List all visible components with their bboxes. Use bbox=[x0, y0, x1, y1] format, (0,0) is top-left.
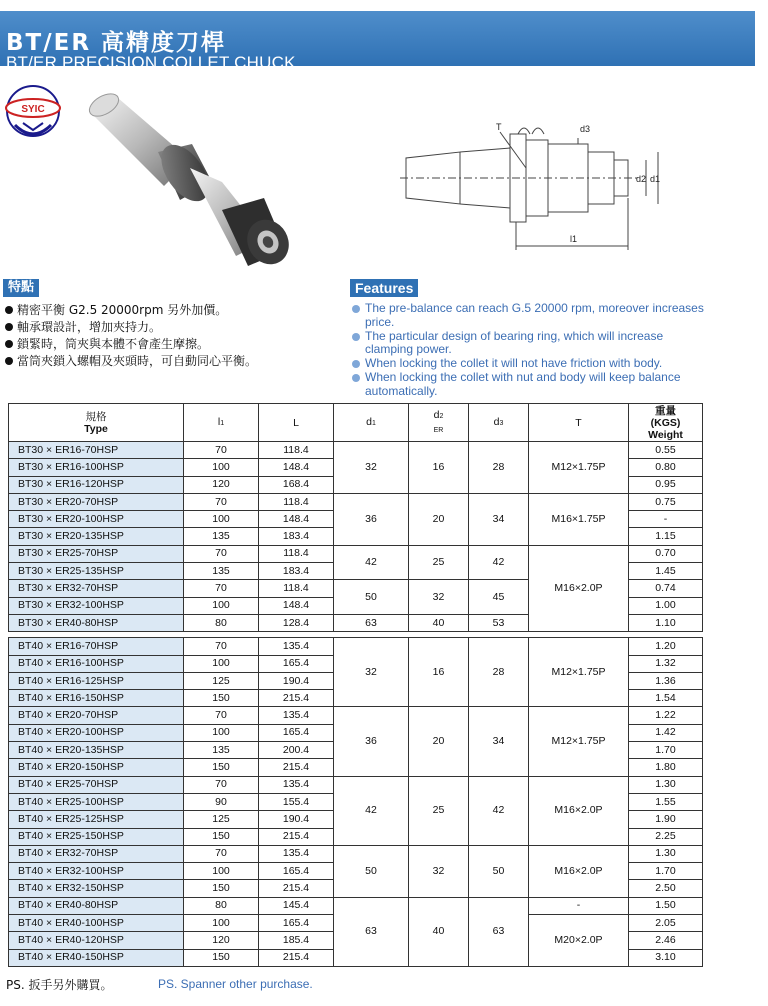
cell-weight: 1.42 bbox=[629, 724, 703, 741]
cell-l1: 135 bbox=[184, 742, 259, 759]
cell-d1: 32 bbox=[334, 638, 409, 707]
col-header-d3: d3 bbox=[469, 404, 529, 442]
cell-T: M16×1.75P bbox=[529, 493, 629, 545]
col-header-d2-er: ER bbox=[433, 426, 444, 434]
cell-L: 118.4 bbox=[259, 545, 334, 562]
cell-d2: 32 bbox=[409, 845, 469, 897]
cell-L: 185.4 bbox=[259, 932, 334, 949]
cell-weight: 2.46 bbox=[629, 932, 703, 949]
features-en-list bbox=[351, 302, 711, 399]
cell-L: 215.4 bbox=[259, 759, 334, 776]
cell-d1: 32 bbox=[334, 442, 409, 494]
cell-l1: 150 bbox=[184, 690, 259, 707]
cell-weight: 0.74 bbox=[629, 580, 703, 597]
cell-l1: 100 bbox=[184, 655, 259, 672]
cell-type: BT40 × ER40-100HSP bbox=[9, 915, 184, 932]
cell-d2: 40 bbox=[409, 614, 469, 631]
cell-L: 165.4 bbox=[259, 915, 334, 932]
cell-type: BT40 × ER25-125HSP bbox=[9, 811, 184, 828]
cell-d3: 34 bbox=[469, 493, 529, 545]
cell-type: BT30 × ER16-70HSP bbox=[9, 442, 184, 459]
cell-type: BT40 × ER16-100HSP bbox=[9, 655, 184, 672]
cell-d2: 40 bbox=[409, 897, 469, 966]
cell-L: 215.4 bbox=[259, 949, 334, 966]
cell-d2: 20 bbox=[409, 707, 469, 776]
cell-d3: 28 bbox=[469, 442, 529, 494]
cell-type: BT30 × ER20-70HSP bbox=[9, 493, 184, 510]
cell-T: M16×2.0P bbox=[529, 845, 629, 897]
cell-type: BT40 × ER25-70HSP bbox=[9, 776, 184, 793]
cell-weight: 1.70 bbox=[629, 863, 703, 880]
cell-L: 118.4 bbox=[259, 442, 334, 459]
cell-l1: 70 bbox=[184, 442, 259, 459]
cell-d2: 25 bbox=[409, 776, 469, 845]
cell-weight: 1.30 bbox=[629, 845, 703, 862]
cell-L: 135.4 bbox=[259, 638, 334, 655]
list-item: When locking the collet with nut and body will keep balance automatically. bbox=[351, 371, 711, 399]
cell-d1: 50 bbox=[334, 845, 409, 897]
technical-drawing bbox=[400, 118, 670, 258]
cell-weight: 1.30 bbox=[629, 776, 703, 793]
cell-weight: 0.95 bbox=[629, 476, 703, 493]
cell-L: 118.4 bbox=[259, 493, 334, 510]
cell-weight: 1.70 bbox=[629, 742, 703, 759]
cell-L: 183.4 bbox=[259, 563, 334, 580]
drawing-label-d2: d2 bbox=[636, 174, 647, 184]
cell-d3: 42 bbox=[469, 776, 529, 845]
cell-L: 135.4 bbox=[259, 776, 334, 793]
cell-l1: 135 bbox=[184, 528, 259, 545]
cell-type: BT40 × ER20-150HSP bbox=[9, 759, 184, 776]
col-header-type-cn: 規格 bbox=[85, 410, 107, 423]
table-row bbox=[9, 845, 703, 862]
features-en-heading: Features bbox=[350, 279, 418, 297]
cell-type: BT40 × ER32-100HSP bbox=[9, 863, 184, 880]
spec-table-body bbox=[9, 442, 703, 967]
list-item: 精密平衡 G2.5 20000rpm 另外加價。 bbox=[4, 302, 339, 319]
cell-T: M16×2.0P bbox=[529, 545, 629, 631]
cell-L: 145.4 bbox=[259, 897, 334, 914]
table-header-row bbox=[9, 404, 703, 442]
cell-L: 148.4 bbox=[259, 459, 334, 476]
features-cn-list bbox=[4, 302, 339, 370]
list-item: The pre-balance can reach G.5 20000 rpm, moreover increases price. bbox=[351, 302, 711, 330]
cell-type: BT40 × ER16-150HSP bbox=[9, 690, 184, 707]
cell-L: 155.4 bbox=[259, 793, 334, 810]
cell-type: BT40 × ER40-80HSP bbox=[9, 897, 184, 914]
cell-weight: 1.36 bbox=[629, 672, 703, 689]
cell-weight: 0.80 bbox=[629, 459, 703, 476]
col-header-d2: d2 ER bbox=[409, 404, 469, 442]
cell-weight: 2.50 bbox=[629, 880, 703, 897]
cell-l1: 70 bbox=[184, 580, 259, 597]
cell-d2: 20 bbox=[409, 493, 469, 545]
cell-L: 190.4 bbox=[259, 672, 334, 689]
cell-L: 215.4 bbox=[259, 828, 334, 845]
table-row bbox=[9, 493, 703, 510]
list-item: 鎖緊時，筒夾與本體不會產生摩擦。 bbox=[4, 336, 339, 353]
cell-L: 165.4 bbox=[259, 863, 334, 880]
cell-type: BT40 × ER16-70HSP bbox=[9, 638, 184, 655]
drawing-label-l1: l1 bbox=[570, 234, 578, 244]
cell-weight: 1.45 bbox=[629, 563, 703, 580]
cell-weight: 1.55 bbox=[629, 793, 703, 810]
cell-type: BT30 × ER32-70HSP bbox=[9, 580, 184, 597]
cell-l1: 80 bbox=[184, 614, 259, 631]
cell-type: BT30 × ER20-135HSP bbox=[9, 528, 184, 545]
cell-d1: 36 bbox=[334, 493, 409, 545]
drawing-label-d1: d1 bbox=[650, 174, 661, 184]
cell-l1: 150 bbox=[184, 828, 259, 845]
cell-l1: 125 bbox=[184, 672, 259, 689]
cell-l1: 100 bbox=[184, 724, 259, 741]
features-cn-heading: 特點 bbox=[3, 279, 39, 297]
list-item: 軸承環設計，增加夾持力。 bbox=[4, 319, 339, 336]
logo-text: SYIC bbox=[21, 104, 45, 115]
cell-weight: 1.32 bbox=[629, 655, 703, 672]
cell-l1: 100 bbox=[184, 459, 259, 476]
cell-type: BT30 × ER16-120HSP bbox=[9, 476, 184, 493]
col-header-weight: 重量 (KGS) Weight bbox=[629, 404, 703, 442]
cell-d2: 25 bbox=[409, 545, 469, 580]
cell-L: 165.4 bbox=[259, 655, 334, 672]
cell-type: BT40 × ER40-150HSP bbox=[9, 949, 184, 966]
cell-l1: 100 bbox=[184, 511, 259, 528]
list-item: When locking the collet it will not have friction with body. bbox=[351, 357, 711, 371]
cell-l1: 80 bbox=[184, 897, 259, 914]
cell-weight: 1.15 bbox=[629, 528, 703, 545]
cell-type: BT30 × ER25-135HSP bbox=[9, 563, 184, 580]
cell-L: 135.4 bbox=[259, 707, 334, 724]
col-header-T: T bbox=[529, 404, 629, 442]
cell-L: 148.4 bbox=[259, 597, 334, 614]
cell-d2: 16 bbox=[409, 638, 469, 707]
cell-d1: 42 bbox=[334, 545, 409, 580]
col-header-type bbox=[9, 404, 184, 442]
col-header-type-en: Type bbox=[84, 422, 108, 435]
cell-L: 190.4 bbox=[259, 811, 334, 828]
cell-T: - bbox=[529, 897, 629, 914]
page-title-cn: BT/ER 高精度刀桿 bbox=[6, 30, 227, 56]
collet-chuck-photo bbox=[72, 90, 296, 272]
cell-type: BT30 × ER40-80HSP bbox=[9, 614, 184, 631]
cell-type: BT40 × ER25-150HSP bbox=[9, 828, 184, 845]
cell-l1: 70 bbox=[184, 845, 259, 862]
cell-type: BT40 × ER32-70HSP bbox=[9, 845, 184, 862]
cell-d3: 50 bbox=[469, 845, 529, 897]
cell-l1: 135 bbox=[184, 563, 259, 580]
cell-T: M16×2.0P bbox=[529, 776, 629, 845]
cell-type: BT40 × ER32-150HSP bbox=[9, 880, 184, 897]
cell-weight: 1.10 bbox=[629, 614, 703, 631]
cell-weight: 1.00 bbox=[629, 597, 703, 614]
cell-l1: 150 bbox=[184, 949, 259, 966]
cell-weight: 1.90 bbox=[629, 811, 703, 828]
cell-weight: 3.10 bbox=[629, 949, 703, 966]
list-item: 當筒夾鎖入螺帽及夾頭時，可自動同心平衡。 bbox=[4, 353, 339, 370]
cell-l1: 125 bbox=[184, 811, 259, 828]
footer-note-en: PS. Spanner other purchase. bbox=[158, 977, 313, 991]
syic-logo bbox=[3, 83, 63, 139]
cell-l1: 70 bbox=[184, 493, 259, 510]
cell-weight: 0.70 bbox=[629, 545, 703, 562]
cell-l1: 150 bbox=[184, 759, 259, 776]
cell-weight: 0.55 bbox=[629, 442, 703, 459]
table-row bbox=[9, 707, 703, 724]
spec-table bbox=[8, 403, 703, 967]
header-banner bbox=[0, 11, 755, 72]
table-row bbox=[9, 776, 703, 793]
cell-d3: 34 bbox=[469, 707, 529, 776]
cell-l1: 100 bbox=[184, 863, 259, 880]
cell-type: BT30 × ER20-100HSP bbox=[9, 511, 184, 528]
cell-l1: 150 bbox=[184, 880, 259, 897]
col-header-d1: d1 bbox=[334, 404, 409, 442]
cell-weight: 0.75 bbox=[629, 493, 703, 510]
cell-weight: 2.05 bbox=[629, 915, 703, 932]
cell-L: 215.4 bbox=[259, 690, 334, 707]
cell-d1: 63 bbox=[334, 897, 409, 966]
cell-T: M12×1.75P bbox=[529, 442, 629, 494]
cell-L: 128.4 bbox=[259, 614, 334, 631]
cell-weight: - bbox=[629, 511, 703, 528]
cell-type: BT40 × ER20-135HSP bbox=[9, 742, 184, 759]
cell-L: 200.4 bbox=[259, 742, 334, 759]
cell-l1: 70 bbox=[184, 707, 259, 724]
cell-type: BT40 × ER20-100HSP bbox=[9, 724, 184, 741]
table-row bbox=[9, 638, 703, 655]
cell-d1: 63 bbox=[334, 614, 409, 631]
cell-weight: 1.22 bbox=[629, 707, 703, 724]
cell-d3: 28 bbox=[469, 638, 529, 707]
cell-l1: 70 bbox=[184, 638, 259, 655]
cell-T: M20×2.0P bbox=[529, 915, 629, 967]
cell-d2: 32 bbox=[409, 580, 469, 615]
cell-d3: 42 bbox=[469, 545, 529, 580]
cell-weight: 1.80 bbox=[629, 759, 703, 776]
table-row bbox=[9, 897, 703, 914]
cell-type: BT40 × ER16-125HSP bbox=[9, 672, 184, 689]
cell-l1: 70 bbox=[184, 545, 259, 562]
cell-d2: 16 bbox=[409, 442, 469, 494]
col-header-l1: l1 bbox=[184, 404, 259, 442]
cell-type: BT40 × ER20-70HSP bbox=[9, 707, 184, 724]
cell-L: 168.4 bbox=[259, 476, 334, 493]
footer-note-cn: PS. 扳手另外購買。 bbox=[6, 978, 113, 992]
cell-l1: 70 bbox=[184, 776, 259, 793]
cell-L: 165.4 bbox=[259, 724, 334, 741]
cell-weight: 1.54 bbox=[629, 690, 703, 707]
cell-L: 215.4 bbox=[259, 880, 334, 897]
cell-weight: 1.50 bbox=[629, 897, 703, 914]
drawing-label-d3: d3 bbox=[580, 124, 591, 134]
cell-type: BT40 × ER25-100HSP bbox=[9, 793, 184, 810]
cell-L: 118.4 bbox=[259, 580, 334, 597]
cell-d1: 50 bbox=[334, 580, 409, 615]
cell-type: BT30 × ER32-100HSP bbox=[9, 597, 184, 614]
table-row bbox=[9, 442, 703, 459]
cell-l1: 120 bbox=[184, 476, 259, 493]
cell-T: M12×1.75P bbox=[529, 707, 629, 776]
cell-L: 135.4 bbox=[259, 845, 334, 862]
cell-d1: 36 bbox=[334, 707, 409, 776]
cell-T: M12×1.75P bbox=[529, 638, 629, 707]
table-row bbox=[9, 545, 703, 562]
cell-d3: 63 bbox=[469, 897, 529, 966]
cell-type: BT40 × ER40-120HSP bbox=[9, 932, 184, 949]
col-header-L: L bbox=[259, 404, 334, 442]
cell-l1: 120 bbox=[184, 932, 259, 949]
cell-l1: 100 bbox=[184, 915, 259, 932]
list-item: The particular design of bearing ring, which will increase clamping power. bbox=[351, 330, 711, 358]
cell-type: BT30 × ER16-100HSP bbox=[9, 459, 184, 476]
cell-d3: 45 bbox=[469, 580, 529, 615]
drawing-label-t: T bbox=[496, 122, 502, 132]
cell-d1: 42 bbox=[334, 776, 409, 845]
cell-type: BT30 × ER25-70HSP bbox=[9, 545, 184, 562]
cell-l1: 100 bbox=[184, 597, 259, 614]
cell-weight: 1.20 bbox=[629, 638, 703, 655]
page-title-en: BT/ER PRECISION COLLET CHUCK bbox=[6, 53, 296, 72]
cell-L: 183.4 bbox=[259, 528, 334, 545]
cell-d3: 53 bbox=[469, 614, 529, 631]
cell-weight: 2.25 bbox=[629, 828, 703, 845]
cell-L: 148.4 bbox=[259, 511, 334, 528]
cell-l1: 90 bbox=[184, 793, 259, 810]
